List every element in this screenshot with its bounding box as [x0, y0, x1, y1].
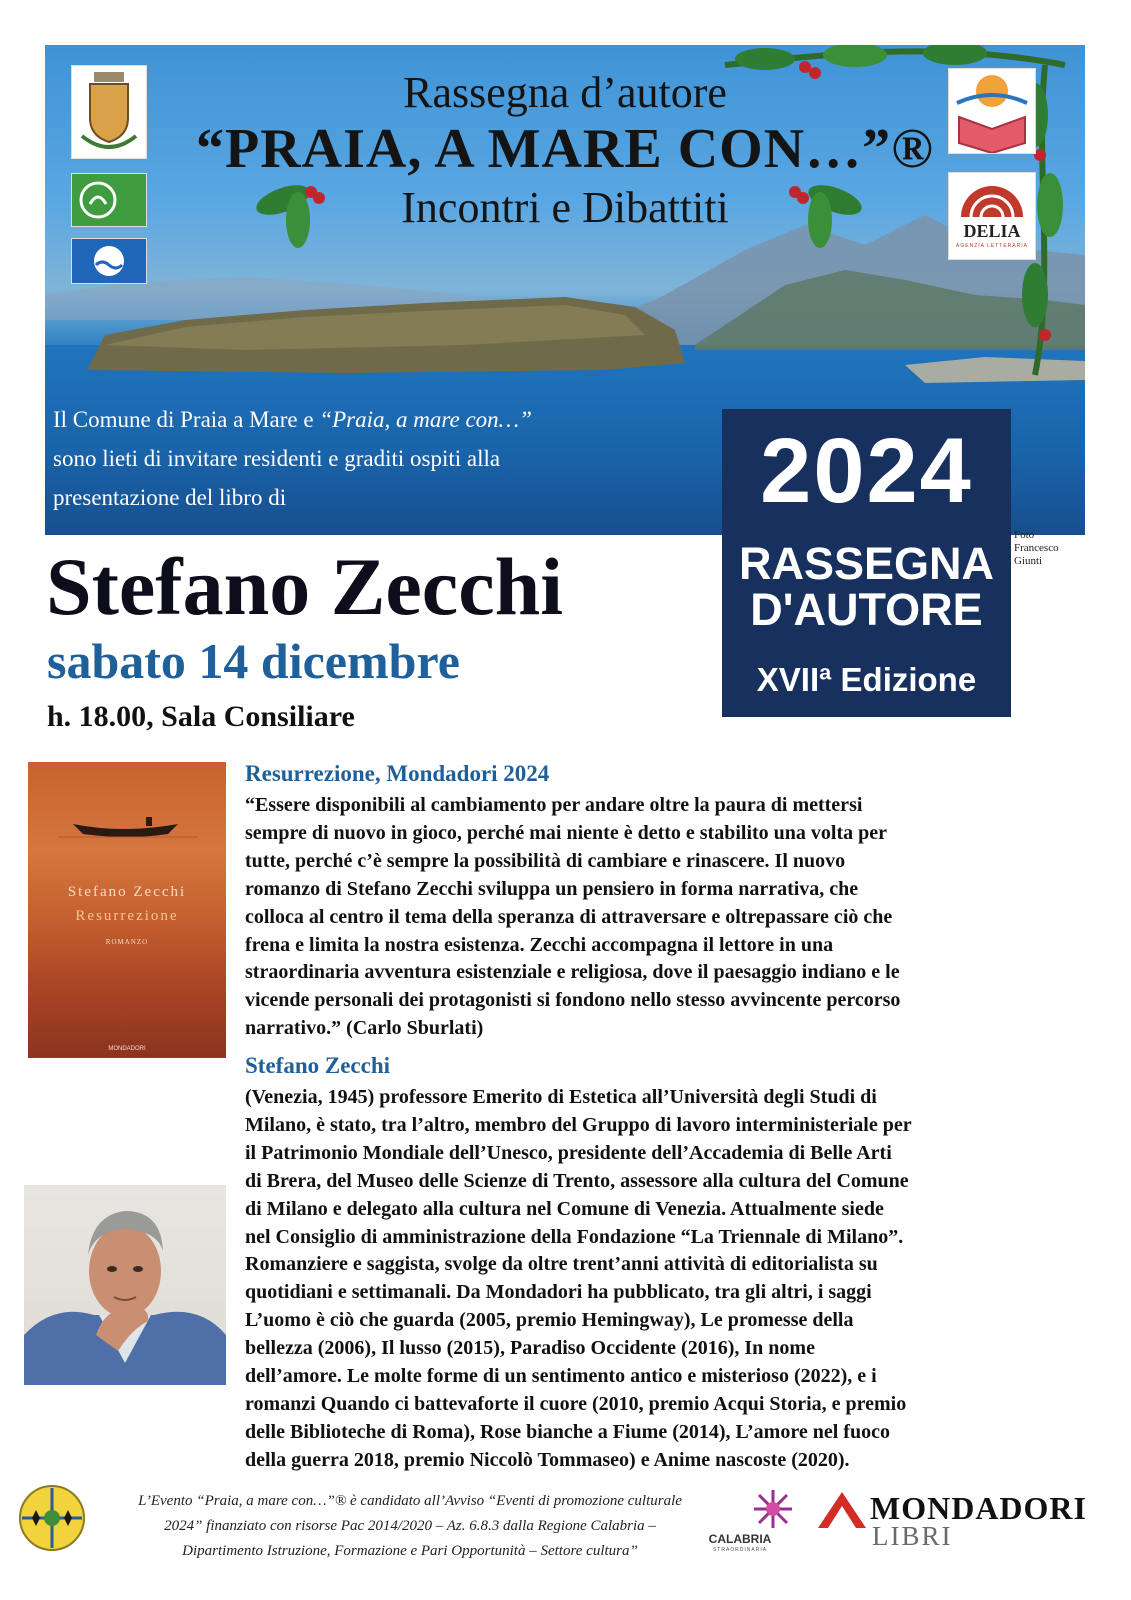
footer-funding-note: L’Evento “Praia, a mare con…”® è candidato all’Avviso “Eventi di promozione culturale 2024” finanziato con risorse Pac 2014/2020 – Az. 6.8.3 dalla Regione Calabria – Dipartimento Istruzione, Formazione e Pari Opportunità – Settore cultura”: [138, 1493, 682, 1559]
edition-box: [722, 409, 1011, 717]
event-time-place: h. 18.00, Sala Consiliare: [47, 700, 355, 733]
delia-subtitle: AGENZIA LETTERARIA: [956, 243, 1028, 249]
banner-title-line3: Incontri e Dibattiti: [401, 183, 729, 232]
calabria-subtitle: STRAORDINARIA: [712, 1547, 768, 1553]
town-crest-icon: [71, 65, 147, 159]
mondadori-logo-icon: [814, 1490, 870, 1530]
edition-year: 2024: [760, 420, 973, 522]
open-book-logo-icon: [948, 68, 1036, 154]
edition-number: XVIIª Edizione: [756, 661, 977, 698]
author-portrait: [24, 1185, 226, 1385]
book-cover-publisher: MONDADORI: [108, 1046, 146, 1052]
mondadori-libri: LIBRI: [872, 1521, 953, 1551]
invite-line1-italic: “Praia, a mare con…”: [319, 407, 532, 432]
event-date: sabato 14 dicembre: [47, 633, 460, 689]
green-flag-icon: [71, 173, 147, 227]
photo-credit: Foto Francesco Giunti: [1014, 529, 1059, 567]
book-cover: [28, 762, 226, 1058]
bio-heading: Stefano Zecchi: [245, 1053, 391, 1078]
banner-title-line2: “PRAIA, A MARE CON…”®: [196, 118, 934, 180]
calabria-flower-icon: [748, 1486, 798, 1532]
invitation-text: [53, 400, 693, 517]
book-quote: “Essere disponibili al cambiamento per andare oltre la paura di mettersi sempre di nuovo in gioco, perché mai niente è detto e stabilito una volta per tutte, perché c’è sempre la possibilità di cambiare e rinascere. Il nuovo romanzo di Stefano Zecchi sviluppa un pensiero in forma narrativa, che colloca al centro il tema della speranza di attraversare e oltrepassare ciò che frena e limita la nostra esistenza. Zecchi accompagna il lettore in una straordinaria avventura esistenziale e religiosa, dove il paesaggio indiano e le vicende personali dei protagonisti si fondono nello stesso avvincente percorso narrativo.” (Carlo Sburlati): [245, 794, 901, 1040]
banner-title-line1: Rassegna d’autore: [403, 68, 727, 117]
author-name: Stefano Zecchi: [46, 541, 563, 632]
edition-label-line2: D'AUTORE: [750, 584, 983, 635]
calabria-label: CALABRIA: [708, 1532, 772, 1546]
book-heading: Resurrezione, Mondadori 2024: [245, 761, 550, 786]
book-cover-author: Stefano Zecchi: [67, 884, 187, 900]
invite-line3: presentazione del libro di: [53, 485, 287, 510]
book-cover-genre: ROMANZO: [105, 938, 149, 946]
mondadori-wordmark: MONDADORI: [870, 1490, 1087, 1526]
book-cover-title: Resurrezione: [75, 908, 179, 924]
blue-flag-icon: [71, 238, 147, 284]
calabria-region-crest-icon: [18, 1482, 86, 1554]
invite-line2: sono lieti di invitare residenti e graditi ospiti alla: [53, 446, 501, 471]
delia-name: DELIA: [963, 221, 1021, 241]
bio-text: (Venezia, 1945) professore Emerito di Estetica all’Università degli Studi di Milano, è stato, tra l’altro, membro del Gruppo di lavoro interministeriale per il Patrimonio Mondiale dell’Unesco, presidente dell’Accademia di Belle Arti di Brera, del Museo delle Scienze di Trento, assessore alla cultura del Comune di Milano e delegato alla cultura nel Comune di Venezia. Attualmente siede nel Consiglio di amministrazione della Fondazione “La Triennale di Milano”. Romanziere e saggista, svolge da oltre trent’anni attività di editorialista su quotidiani e settimanali. Da Mondadori ha pubblicato, tra gli altri, i saggi L’uomo è ciò che guarda (2005, premio Hemingway), Le promesse della bellezza (2006), Il lusso (2015), Paradiso Occidente (2016), In nome dell’amore. Le molte forme di un sentimento antico e misterioso (2022), e i romanzi Quando ci battevaforte il cuore (2010, premio Acqui Storia, e premio delle Biblioteche di Roma), Rose bianche a Fiume (2014), L’amore nel fuoco della guerra 2018, premio Niccolò Tommaseo) e Anime nascoste (2020).: [245, 1086, 912, 1471]
invite-line1-plain: Il Comune di Praia a Mare e: [53, 407, 320, 432]
edition-label-line1: RASSEGNA: [738, 538, 995, 589]
delia-logo-icon: [948, 172, 1036, 260]
boat-icon: [28, 762, 226, 882]
